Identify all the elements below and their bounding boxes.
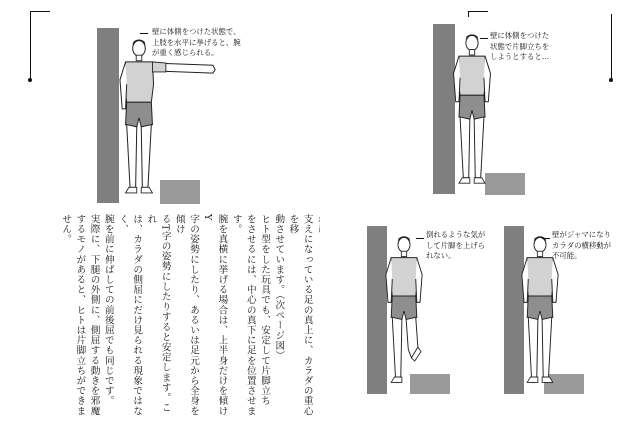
text-column: 実際に、下腿の外側に、側屈する動きを邪魔 (88, 214, 100, 416)
figure-caption: 倒れるような気が して片脚を上げら れない。 (426, 230, 486, 260)
registration-mark (468, 11, 488, 12)
text-column: 動させています。（次ページ図） (273, 214, 285, 361)
registration-dot (28, 78, 32, 82)
figure-caption: 壁がジャマになり カラダの横移動が 不可能。 (552, 230, 612, 260)
registration-mark (30, 11, 50, 12)
text-column: 腕を真横に挙げる場合は、上半身だけを傾けY (202, 214, 228, 416)
registration-dot (609, 78, 613, 82)
caption-leader (542, 238, 550, 239)
caption-leader (480, 38, 488, 39)
text-column: するモノがあると、ヒトは片脚立ちができません。 (60, 214, 86, 416)
person-standing-illustration (448, 30, 496, 193)
figure-caption: 壁に体側をつけた 状態で片脚立ちを しようとすると… (490, 31, 550, 61)
figure-caption: 壁に体側をつけた状態で、 上肢を水平に挙げると、腕 が重く感じられる。 (152, 27, 241, 57)
registration-mark (611, 14, 612, 79)
registration-mark (30, 11, 31, 81)
text-column: 字の姿勢にしたり、あるいは足元から全身を傾け (173, 214, 200, 416)
caption-leader (140, 33, 148, 34)
text-column: は、カラダの側屈にだけ見られる現象ではなく、 (117, 214, 143, 416)
caption-leader (416, 238, 424, 239)
text-column: 腕を前に伸ばしての前後屈でも同じです。 (102, 214, 114, 406)
person-arm-raised-illustration (112, 35, 222, 203)
right-page (320, 0, 640, 426)
text-column: 支えになっている足の真上に、カラダの重心を移 (287, 214, 313, 416)
text-column: ヒト型をした玩具でも、安定して片脚立ち (259, 214, 271, 406)
person-lifting-leg-illustration (380, 232, 428, 392)
text-column: をさせるには、中心の真下に足を位置させます。 (230, 214, 256, 416)
text-column: るT字の姿勢にしたりすると安定します。これ (145, 214, 171, 413)
